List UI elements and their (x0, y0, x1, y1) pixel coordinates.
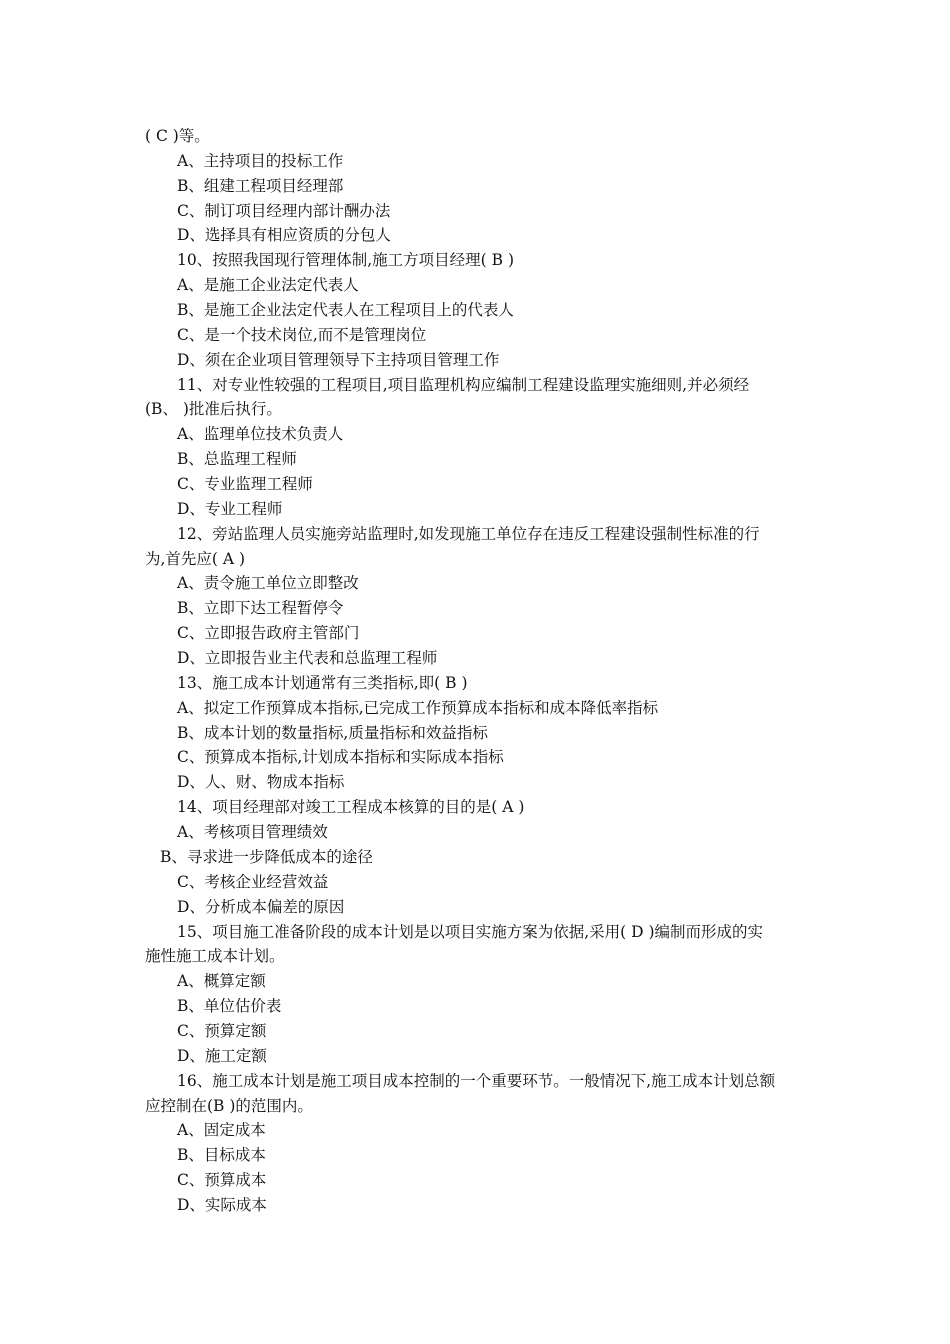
text-line: C、是一个技术岗位,而不是管理岗位 (177, 325, 427, 344)
text-line: ( C )等。 (145, 127, 210, 145)
text-line: A、监理单位技术负责人 (177, 425, 344, 444)
text-line: 15、项目施工准备阶段的成本计划是以项目实施方案为依据,采用( D )编制而形成的实 (177, 922, 764, 941)
text-line: 16、施工成本计划是施工项目成本控制的一个重要环节。一般情况下,施工成本计划总额 (177, 1071, 776, 1090)
text-line: 13、施工成本计划通常有三类指标,即( B ) (177, 673, 468, 692)
text-line: B、成本计划的数量指标,质量指标和效益指标 (177, 723, 488, 742)
text-line: B、总监理工程师 (177, 450, 297, 469)
text-line: B、是施工企业法定代表人在工程项目上的代表人 (177, 301, 514, 320)
text-line: D、实际成本 (177, 1195, 267, 1214)
text-line: B、目标成本 (177, 1146, 266, 1165)
text-line: A、固定成本 (177, 1121, 266, 1140)
text-line: C、预算成本指标,计划成本指标和实际成本指标 (177, 748, 504, 767)
text-line: 12、旁站监理人员实施旁站监理时,如发现施工单位存在违反工程建设强制性标准的行 (177, 524, 760, 543)
text-line: D、分析成本偏差的原因 (177, 897, 345, 916)
text-line: 应控制在(B )的范围内。 (145, 1096, 313, 1115)
text-line: B、单位估价表 (177, 997, 282, 1016)
text-line: (B、 )批准后执行。 (145, 400, 282, 419)
text-line: A、拟定工作预算成本指标,已完成工作预算成本指标和成本降低率指标 (177, 698, 659, 717)
text-line: D、立即报告业主代表和总监理工程师 (177, 649, 438, 668)
text-line: C、预算定额 (177, 1021, 267, 1040)
text-line: C、立即报告政府主管部门 (177, 624, 360, 643)
document-body (0, 124, 950, 1218)
text-line: 施性施工成本计划。 (145, 947, 285, 966)
text-line: A、概算定额 (177, 972, 266, 991)
text-line: A、责令施工单位立即整改 (177, 574, 359, 593)
text-line: 14、项目经理部对竣工工程成本核算的目的是( A ) (177, 798, 525, 817)
text-line: D、专业工程师 (177, 499, 283, 518)
text-line: B、立即下达工程暂停令 (177, 599, 344, 618)
text-line: A、是施工企业法定代表人 (177, 276, 359, 295)
text-line: C、预算成本 (177, 1171, 267, 1190)
text-line: 10、按照我国现行管理体制,施工方项目经理( B ) (177, 251, 514, 270)
text-line: B、寻求进一步降低成本的途径 (160, 847, 373, 866)
text-line: A、主持项目的投标工作 (177, 151, 344, 170)
text-line: C、专业监理工程师 (177, 475, 313, 494)
text-line: 为,首先应( A ) (145, 549, 246, 568)
text-line: D、须在企业项目管理领导下主持项目管理工作 (177, 350, 500, 369)
text-line: C、考核企业经营效益 (177, 872, 329, 891)
text-line: A、考核项目管理绩效 (177, 823, 328, 842)
text-line: C、制订项目经理内部计酬办法 (177, 201, 391, 220)
text-line: D、施工定额 (177, 1046, 267, 1065)
text-line: B、组建工程项目经理部 (177, 176, 344, 195)
text-line: D、人、财、物成本指标 (177, 773, 345, 792)
text-line: D、选择具有相应资质的分包人 (177, 226, 391, 245)
text-line: 11、对专业性较强的工程项目,项目监理机构应编制工程建设监理实施细则,并必须经 (177, 375, 750, 394)
